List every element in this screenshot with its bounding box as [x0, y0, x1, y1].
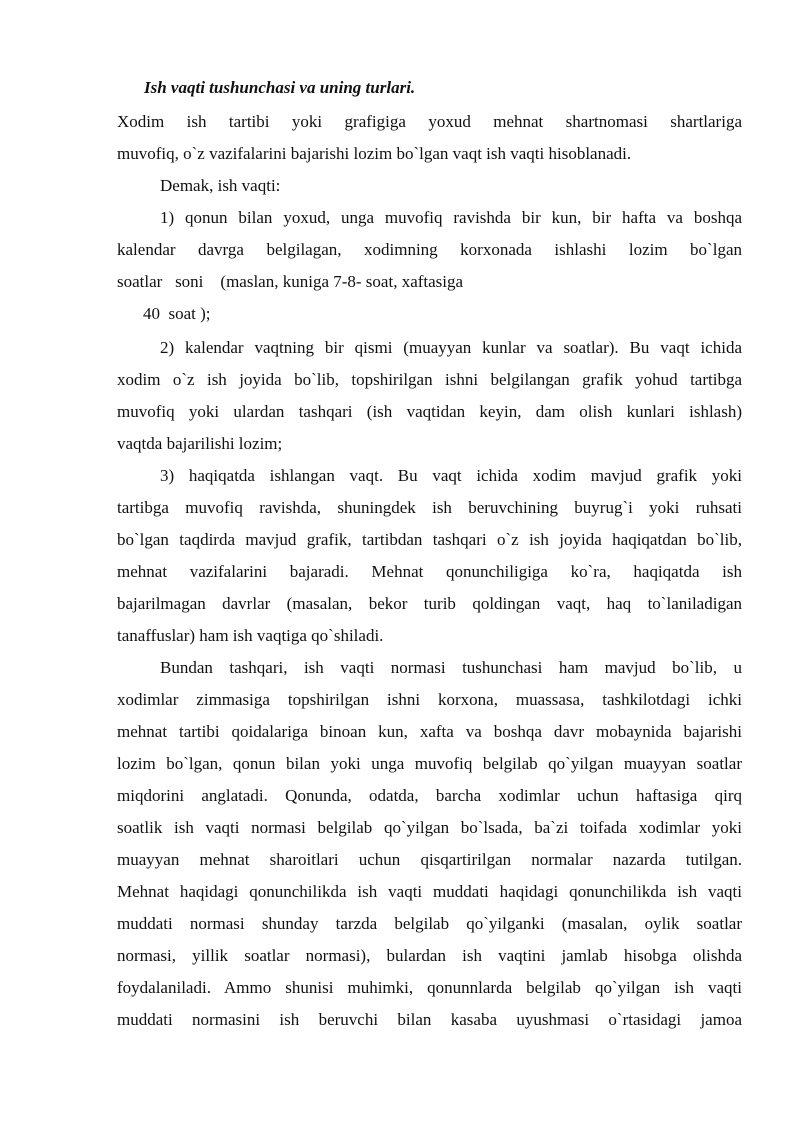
text-line: muddati normasi shunday tarzda belgilab qo`yilganki (masalan, oylik soatlar [117, 914, 742, 933]
text-line: muddati normasini ish beruvchi bilan kasaba uyushmasi o`rtasidagi jamoa [117, 1010, 742, 1029]
text-line: Mehnat haqidagi qonunchilikda ish vaqti muddati haqidagi qonunchilikda ish vaqti [117, 882, 742, 901]
text-line: xodim o`z ish joyida bo`lib, topshirilgan ishni belgilangan grafik yohud tartibga [117, 370, 742, 389]
text-line: bajarilmagan davrlar (masalan, bekor turib qoldingan vaqt, haq to`laniladigan [117, 594, 742, 613]
text-line: 40 soat ); [143, 304, 211, 323]
text-line: 2) kalendar vaqtning bir qismi (muayyan kunlar va soatlar). Bu vaqt ichida [160, 338, 742, 357]
text-line: Xodim ish tartibi yoki grafigiga yoxud mehnat shartnomasi shartlariga [117, 112, 742, 131]
text-line: miqdorini anglatadi. Qonunda, odatda, barcha xodimlar uchun haftasiga qirq [117, 786, 742, 805]
text-line: foydalaniladi. Ammo shunisi muhimki, qonunnlarda belgilab qo`yilgan ish vaqti [117, 978, 742, 997]
section-title: Ish vaqti tushunchasi va uning turlari. [144, 78, 416, 97]
text-line: tanaffuslar) ham ish vaqtiga qo`shiladi. [117, 626, 384, 645]
text-line: vaqtda bajarilishi lozim; [117, 434, 283, 453]
text-line: muvofiq yoki ulardan tashqari (ish vaqtidan keyin, dam olish kunlari ishlash) [117, 402, 742, 421]
text-line: mehnat vazifalarini bajaradi. Mehnat qonunchiligiga ko`ra, haqiqatda ish [117, 562, 742, 581]
text-line: bo`lgan taqdirda mavjud grafik, tartibdan tashqari o`z ish joyida haqiqatdan bo`lib, [117, 530, 742, 549]
text-line: normasi, yillik soatlar normasi), bulardan ish vaqtini jamlab hisobga olishda [117, 946, 742, 965]
text-line: lozim bo`lgan, qonun bilan yoki unga muvofiq belgilab qo`yilgan muayyan soatlar [117, 754, 742, 773]
text-line: Demak, ish vaqti: [160, 176, 281, 195]
text-line: kalendar davrga belgilagan, xodimning korxonada ishlashi lozim bo`lgan [117, 240, 742, 259]
text-line: xodimlar zimmasiga topshirilgan ishni korxona, muassasa, tashkilotdagi ichki [117, 690, 742, 709]
text-line: soatlik ish vaqti normasi belgilab qo`yilgan bo`lsada, ba`zi toifada xodimlar yoki [117, 818, 742, 837]
text-line: muvofiq, o`z vazifalarini bajarishi lozim bo`lgan vaqt ish vaqti hisoblanadi. [117, 144, 632, 163]
text-line: 3) haqiqatda ishlangan vaqt. Bu vaqt ichida xodim mavjud grafik yoki [160, 466, 742, 485]
text-line: 1) qonun bilan yoxud, unga muvofiq ravishda bir kun, bir hafta va boshqa [160, 208, 742, 227]
text-line: soatlar soni (maslan, kuniga 7-8- soat, xaftasiga [117, 272, 464, 291]
text-line: tartibga muvofiq ravishda, shuningdek ish beruvchining buyrug`i yoki ruhsati [117, 498, 742, 517]
text-line: mehnat tartibi qoidalariga binoan kun, xafta va boshqa davr mobaynida bajarishi [117, 722, 742, 741]
text-line: Bundan tashqari, ish vaqti normasi tushunchasi ham mavjud bo`lib, u [160, 658, 742, 677]
text-line: muayyan mehnat sharoitlari uchun qisqartirilgan normalar nazarda tutilgan. [117, 850, 742, 869]
